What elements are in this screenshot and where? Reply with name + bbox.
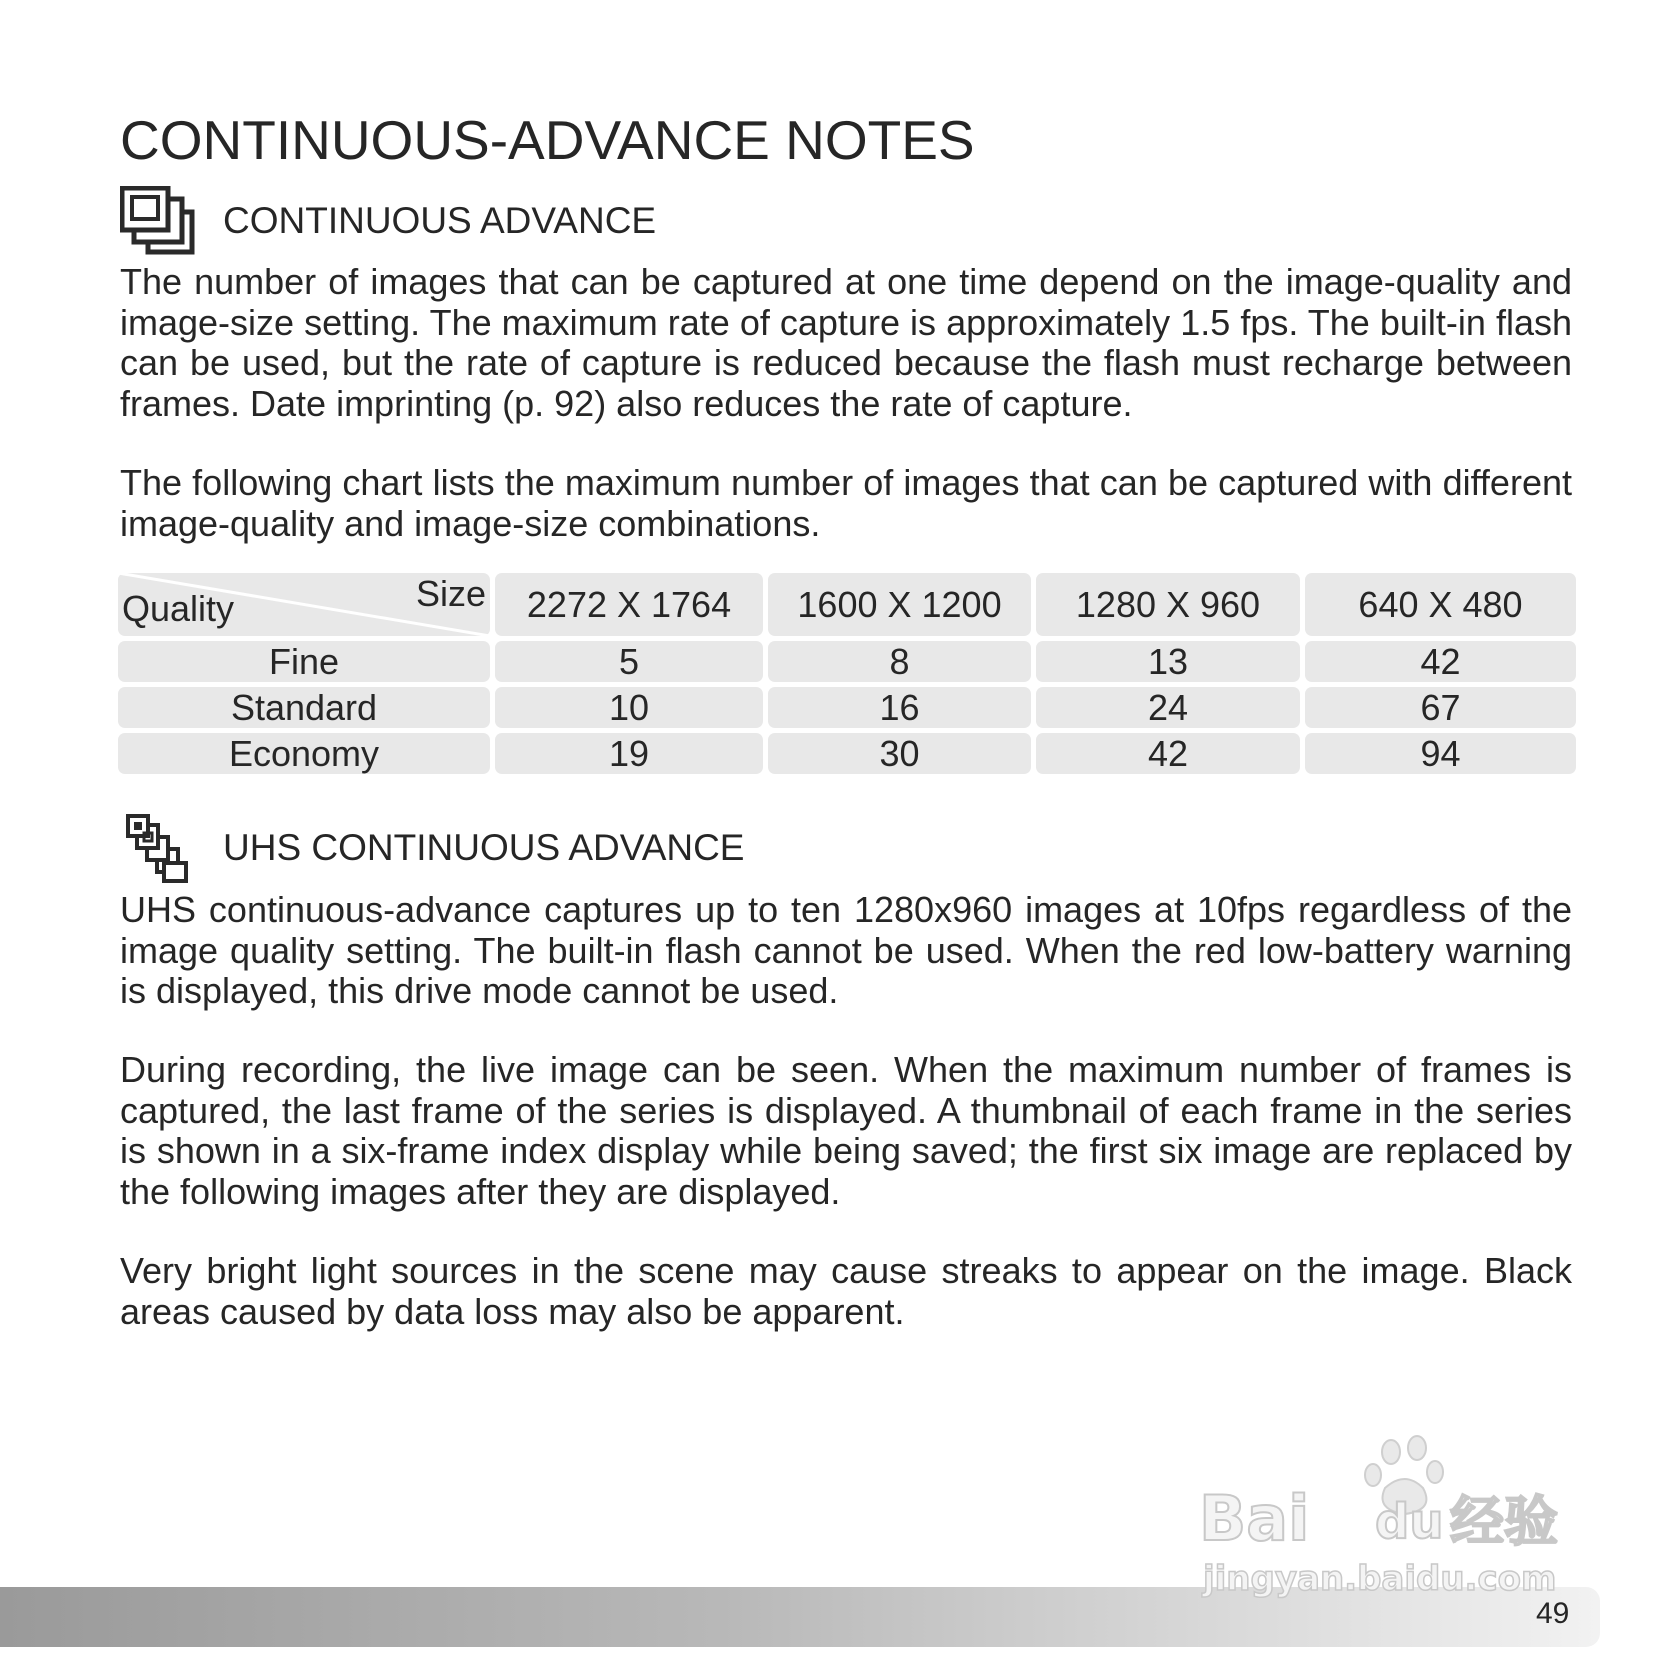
- table-cell: 30: [768, 733, 1031, 774]
- table-cell: 13: [1036, 641, 1300, 682]
- table-cell: 19: [495, 733, 763, 774]
- table-cell: 67: [1305, 687, 1576, 728]
- uhs-continuous-advance-icon: [120, 813, 200, 883]
- table-cell: 16: [768, 687, 1031, 728]
- column-header: 1280 X 960: [1036, 573, 1300, 636]
- svg-text:jingyan.baidu.com: jingyan.baidu.com: [1203, 1559, 1557, 1599]
- section-heading-label: CONTINUOUS ADVANCE: [223, 200, 657, 241]
- paragraph: The number of images that can be captured at one time depend on the image-quality and image-size setting. The maximum rate of capture is approximately 1.5 fps. The built-in flash can be used, but the rate of capture is reduced because the flash must recharge between frames. Date imprinting (p. 92) also reduces the rate of capture.: [120, 261, 1572, 424]
- table-cell: 42: [1305, 641, 1576, 682]
- quality-axis-label: Quality: [122, 588, 235, 629]
- table-row: [118, 687, 1576, 728]
- paragraph: During recording, the live image can be seen. When the maximum number of frames is captured, the last frame of the series is displayed. A thumbnail of each frame in the series is shown in a six-frame index display while being saved; the first six image are replaced by the following images after they are displayed.: [120, 1049, 1572, 1212]
- column-header: 640 X 480: [1305, 573, 1576, 636]
- section-heading-label: UHS CONTINUOUS ADVANCE: [223, 827, 745, 868]
- table-cell: 42: [1036, 733, 1300, 774]
- table-header-row: [118, 573, 1576, 636]
- column-header: 2272 X 1764: [495, 573, 763, 636]
- table-cell: 10: [495, 687, 763, 728]
- table-row: [118, 733, 1576, 774]
- table-cell: 8: [768, 641, 1031, 682]
- table-corner-cell: [118, 573, 490, 636]
- section-heading-continuous-advance: [120, 186, 656, 256]
- table-cell: 94: [1305, 733, 1576, 774]
- paragraph: UHS continuous-advance captures up to ten 1280x960 images at 10fps regardless of the image quality setting. The built-in flash cannot be used. When the red low-battery warning is displayed, this drive mode cannot be used.: [120, 889, 1572, 1011]
- row-label: Economy: [118, 733, 490, 774]
- page-title: CONTINUOUS-ADVANCE NOTES: [120, 109, 975, 171]
- row-label: Standard: [118, 687, 490, 728]
- svg-text:du: du: [1375, 1494, 1444, 1550]
- paragraph: The following chart lists the maximum number of images that can be captured with different image-quality and image-size combinations.: [120, 462, 1572, 544]
- svg-text:Bai: Bai: [1199, 1482, 1310, 1555]
- section-heading-uhs-continuous-advance: [120, 813, 745, 883]
- column-header: 1600 X 1200: [768, 573, 1031, 636]
- table-cell: 24: [1036, 687, 1300, 728]
- size-axis-label: Size: [415, 573, 486, 614]
- row-label: Fine: [118, 641, 490, 682]
- svg-text:经验: 经验: [1450, 1490, 1558, 1553]
- table-cell: 5: [495, 641, 763, 682]
- page-number: 49: [1536, 1597, 1570, 1630]
- capacity-table: [118, 573, 1576, 779]
- continuous-advance-icon: [120, 186, 200, 256]
- table-row: [118, 641, 1576, 682]
- baidu-jingyan-watermark: [1195, 1430, 1600, 1600]
- paragraph: Very bright light sources in the scene may cause streaks to appear on the image. Black areas caused by data loss may also be apparent.: [120, 1250, 1572, 1332]
